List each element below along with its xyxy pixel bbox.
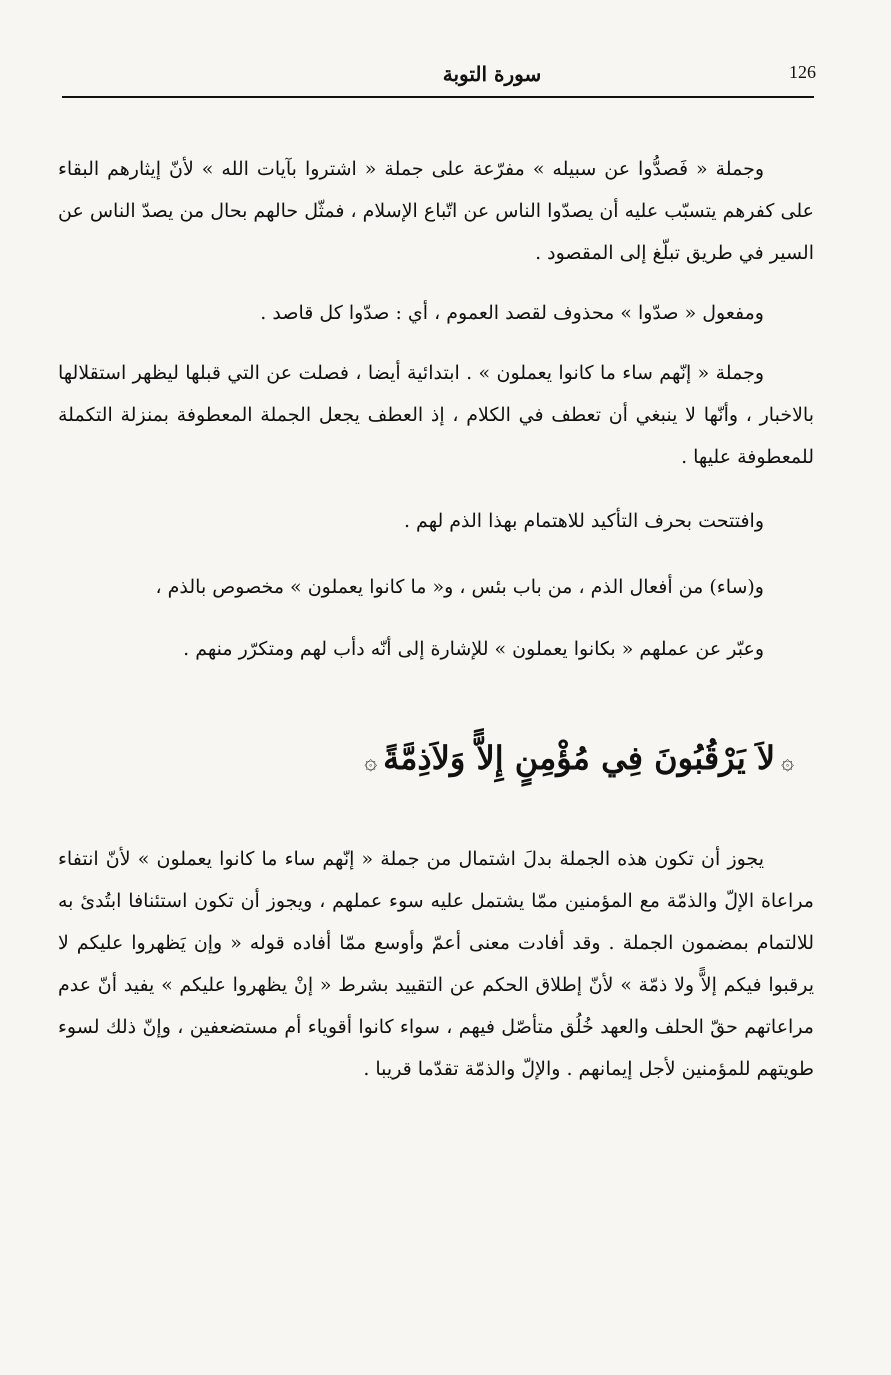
paragraph-3: وجملة « إنّهم ساء ما كانوا يعملون » . ابتدائية أيضا ، فصلت عن التي قبلها ليظهر استقلالها بالاخبار ، وأنّها لا ينبغي أن تعطف في الكلام ، إذ العطف يجعل الجملة المعطوفة بمنزلة التكملة للمعطوفة عليها .	[58, 362, 814, 468]
verse-text: لاَ يَرْقُبُونَ فِي مُؤْمِنٍ إِلاًّ وَلاَذِمَّةً	[383, 739, 776, 777]
verse-ornament-open-icon: ۞	[781, 750, 794, 775]
paragraph-7: يجوز أن تكون هذه الجملة بدلَ اشتمال من جملة « إنّهم ساء ما كانوا يعملون » لأنّ انتفاء مراعاة الإلّ والذمّة مع المؤمنين ممّا يشتمل عليه سوء عملهم ، ويجوز أن تكون استئنافا ابتُدئ به للالتمام بمضمون الجملة . وقد أفادت معنى أعمّ وأوسع ممّا أفاده قوله « وإن يَظهروا عليكم لا يرقبوا فيكم إلاًّ ولا ذمّة » لأنّ إطلاق الحكم عن التقييد بشرط « إنْ يظهروا عليكم » يفيد أنّ عدم مراعاتهم حقّ الحلف والعهد خُلُق متأصّل فيهم ، سواء كانوا أقوياء أم مستضعفين ، وإنّ ذلك لسوء طويتهم للمؤمنين لأجل إيمانهم . والإلّ والذمّة تقدّما قريبا .	[58, 848, 814, 1080]
paragraph-4: وافتتحت بحرف التأكيد للاهتمام بهذا الذم لهم .	[403, 510, 764, 532]
header-divider	[62, 96, 814, 98]
page-header	[62, 56, 814, 100]
page-number: 126	[789, 62, 816, 82]
verse-ornament-close-icon: ۞	[364, 750, 378, 775]
quran-verse	[200, 728, 800, 798]
paragraph-1: وجملة « فَصدُّوا عن سبيله » مفرّعة على جملة « اشتروا بآيات الله » لأنّ إيثارهم البقاء على كفرهم يتسبّب عليه أن يصدّوا الناس عن اتّباع الإسلام ، فمثّل حالهم بحال من يصدّ الناس عن السير في طريق تبلّغ إلى المقصود .	[58, 158, 814, 264]
paragraph-6: وعبّر عن عملهم « بكانوا يعملون » للإشارة إلى أنّه دأب لهم ومتكرّر منهم .	[183, 638, 764, 660]
paragraph-5: و(ساء) من أفعال الذم ، من باب بئس ، و« ما كانوا يعملون » مخصوص بالذم ،	[155, 576, 764, 598]
paragraph-2: ومفعول « صدّوا » محذوف لقصد العموم ، أي : صدّوا كل قاصد .	[260, 302, 764, 324]
surah-title: سورة التوبة	[442, 62, 542, 86]
